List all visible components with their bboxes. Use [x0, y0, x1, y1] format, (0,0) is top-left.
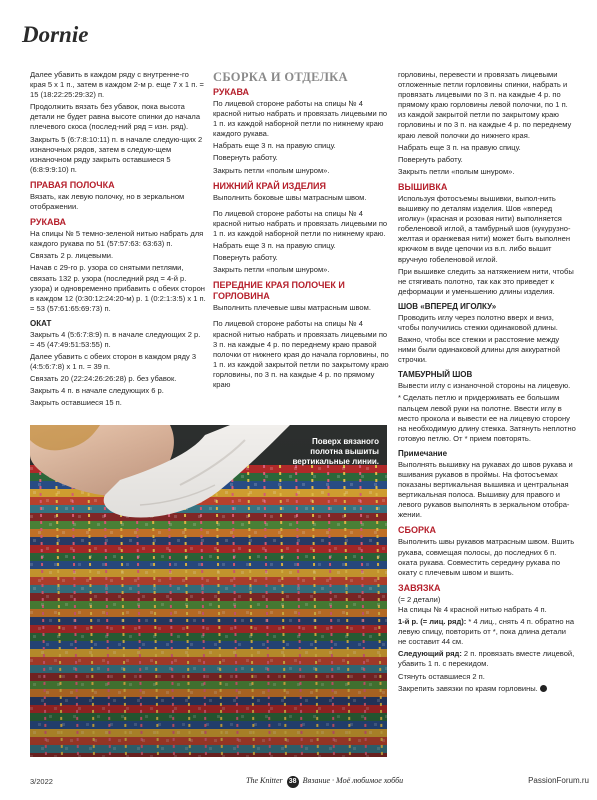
paragraph: Закрыть 4 п. в начале следующих 6 р.: [30, 386, 164, 396]
paragraph: [398, 617, 576, 647]
section-heading-sleeve-cap: ОКАТ: [30, 318, 52, 328]
running-footer: [246, 776, 403, 788]
page-footer: [0, 775, 597, 795]
paragraph: [398, 649, 576, 669]
paragraph: Выполнять вышивку на рукавах до швов рукава и вшивания рукавов в проймы. На фотосъемах показаны вертикальная вышивка и центральная вертикальная полоса. Вышивку для правого и левого рукавов выполнять в зеркальном отобра-жении.: [398, 459, 573, 520]
magazine-tagline: Вязание · Моё любимое хобби: [302, 776, 404, 785]
paragraph: При вышивке следить за натяжением нити, чтобы не стягивать полотно, так как это приведет к деформации и уменьшению длины изделия.: [398, 266, 574, 296]
paragraph: Вязать, как левую полочку, но в зеркальном отображении.: [30, 191, 185, 212]
paragraph: Закрыть 5 (6:7:8:10:11) п. в начале следую-щих 2 изнаночных рядов, затем в следую-щем изнаночном ряду закрыть оставшиеся 5 (6:8:9:9:10) п.: [30, 134, 203, 174]
paragraph: Связать 20 (22:24:26:26:28) р. без убавок.: [30, 374, 177, 384]
paragraph: Закрыть 4 (5:6:7:8:9) п. в начале следующих 2 р. = 45 (47:49:51:53:55) п.: [30, 329, 201, 349]
paragraph: Повернуть работу.: [398, 154, 463, 164]
paragraph: На спицы № 4 красной нитью набрать 4 п.: [398, 604, 547, 614]
paragraph: Проводить иглу через полотно вверх и вниз, чтобы получились стежки одинаковой длины.: [398, 312, 558, 332]
paragraph: Вывести иглу с изнаночной стороны на лицевую.: [398, 381, 571, 391]
paragraph: Закрыть петли «полым шнуром».: [213, 265, 330, 275]
photo-caption: Поверх вязаного полотна вышиты вертикальные линии.: [292, 437, 379, 466]
column-2: [213, 70, 393, 392]
paragraph: Набрать еще 3 п. на правую спицу.: [213, 141, 336, 151]
paragraph: По лицевой стороне работы на спицы № 4 красной нитью набрать и провязать лицевыми по 1 п. из каждой наборной петли по нижнему краю каждого рукава.: [213, 99, 388, 139]
paragraph: Стянуть оставшиеся 2 п.: [398, 671, 485, 681]
paragraph: По лицевой стороне работы на спицы № 4 красной нитью набрать и провязать лицевыми по 1 п. из каждой наборной петли по нижнему краю.: [213, 208, 388, 238]
row-text: Закрепить завязки по краям горловины.: [398, 683, 538, 693]
paragraph: Выполнить швы рукавов матрасным швом. Вшить рукава, совмещая полосы, до последних 6 п. оката рукава. Совместить середину рукава по окату с плечевым швом и вшить.: [398, 537, 575, 577]
section-heading-right-front: ПРАВАЯ ПОЛОЧКА: [30, 179, 115, 190]
section-heading-embroidery: ВЫШИВКА: [398, 181, 448, 192]
paragraph: Продолжить вязать без убавок, пока высота детали не будет равна высоте спинки до начала плечевого скоса (послед-ний ряд = изн. ряд).: [30, 102, 201, 132]
section-heading-assembly: СБОРКА: [398, 525, 436, 536]
paragraph: Далее убавить в каждом ряду с внутренне-го края 5 х 1 п., затем в каждом 2-м р. еще 7 х 1 п. = 15 (18:22:25:29:32) п.: [30, 70, 204, 100]
column-1: [30, 70, 206, 411]
paragraph: горловины, перевести и провязать лицевыми отложенные петли горловины спинки, набрать и провязать лицевыми по 3 п. на каждые 4 р. по прямому краю горловины левой полочки, по 1 п. из каждой закрытой петли по закрытому краю горловины и по 3 п. на каждые 4 р. по переднему краю левой полочки до нижнего края.: [398, 70, 572, 140]
row-label: 1-й р. (= лиц. ряд):: [398, 617, 467, 627]
section-heading-bottom-edge: НИЖНИЙ КРАЙ ИЗДЕЛИЯ: [213, 180, 326, 191]
paragraph: Выполнить плечевые швы матрасным швом.: [213, 303, 371, 313]
paragraph: По лицевой стороне работы на спицы № 4 красной нитью набрать и провязать лицевыми по 3 п. на каждые 4 р. по переднему краю правой полочки от нижнего края до начала горловины, по 1 п. из каждой закрытой петли по закрытому краю горловины, по 3 п. на каждые 4 р. по прямому краю: [213, 319, 389, 389]
page-number: 38: [287, 776, 299, 788]
section-heading-note: Примечание: [398, 448, 448, 458]
paragraph: Используя фотосъемы вышивки, выпол-нить вышивку по деталям изделия. Шов «вперед иголку» (красная и розовая нити) выполняется гобеленовой иглой, а тамбурный шов (кукурузно-желтая и оранжевая нити) может быть выполнен крючком в виде цепочки из в.п. либо вышит вручную гобеленовой иглой.: [398, 193, 571, 264]
paragraph: Закрыть оставшиеся 15 п.: [30, 398, 122, 408]
section-heading-chain-stitch: ТАМБУРНЫЙ ШОВ: [398, 370, 473, 380]
row-text: * 4 лиц., снять 4 п. обратно на левую спицу, повторить от *, пока длина детали не составит 44 см.: [398, 617, 575, 647]
magazine-name: The Knitter: [246, 776, 283, 785]
page-title: Dornie: [22, 22, 89, 47]
paragraph: (= 2 детали): [398, 594, 441, 604]
knitted-garment-photo: [30, 425, 387, 757]
row-label: Следующий ряд:: [398, 649, 462, 659]
paragraph: Закрыть петли «полым шнуром».: [213, 165, 330, 175]
paragraph: * Сделать петлю и придерживать ее большим пальцем левой руки на полотне. Ввести иглу в место прокола и вывести ее на лицевую сторону на необходимую длину стежка. Затянуть неплотно готовую петлю. От * прием повторять.: [398, 393, 576, 443]
paragraph: Закрыть петли «полым шнуром».: [398, 166, 515, 176]
paragraph: Начав с 29-го р. узора со снятыми петлями, связать 132 р. узора (последний ряд = 4-й р. узора) и одновременно прибавить с обеих сторон в каждом 12 (0:30:12:24:20-м) р. 1 (0:2:1:3:5) х 1 п. = 53 (57:61:65:69:73) п.: [30, 263, 206, 313]
paragraph: Выполнить боковые швы матрасным швом.: [213, 192, 367, 202]
paragraph: На спицы № 5 темно-зеленой нитью набрать для каждого рукава по 51 (57:57:63: 63:63) п.: [30, 229, 204, 249]
paragraph: Повернуть работу.: [213, 153, 278, 163]
paragraph: [398, 684, 576, 694]
section-heading-tie: ЗАВЯЗКА: [398, 582, 441, 593]
row-text: 2 п. провязать вместе лицевой, убавить 1 п. с перекидом.: [398, 649, 575, 669]
paragraph: Набрать еще 3 п. на правую спицу.: [213, 241, 336, 251]
paragraph: Важно, чтобы все стежки и расстояние между ними были одинаковой длины для аккуратной строчки.: [398, 335, 560, 365]
paragraph: Повернуть работу.: [213, 253, 278, 263]
section-heading-front-edges: ПЕРЕДНИЕ КРАЯ ПОЛОЧЕК И ГОРЛОВИНА: [213, 280, 345, 302]
section-heading-running-stitch: ШОВ «ВПЕРЕД ИГОЛКУ»: [398, 301, 497, 311]
knit-pattern-illustration: [30, 425, 387, 757]
section-heading-sleeves: РУКАВА: [213, 87, 250, 97]
end-mark-icon: [540, 685, 547, 692]
watermark: PassionForum.ru: [528, 776, 589, 785]
section-heading-sleeves: РУКАВА: [30, 217, 67, 228]
column-3: [398, 70, 576, 696]
section-heading-assembly-finishing: СБОРКА И ОТДЕЛКА: [213, 70, 348, 84]
paragraph: Набрать еще 3 п. на правую спицу.: [398, 142, 521, 152]
paragraph: Далее убавить с обеих сторон в каждом ряду 3 (4:5:6:7:8) х 1 п. = 39 п.: [30, 352, 197, 372]
paragraph: Связать 2 р. лицевыми.: [30, 251, 114, 261]
issue-number: 3/2022: [30, 777, 53, 786]
